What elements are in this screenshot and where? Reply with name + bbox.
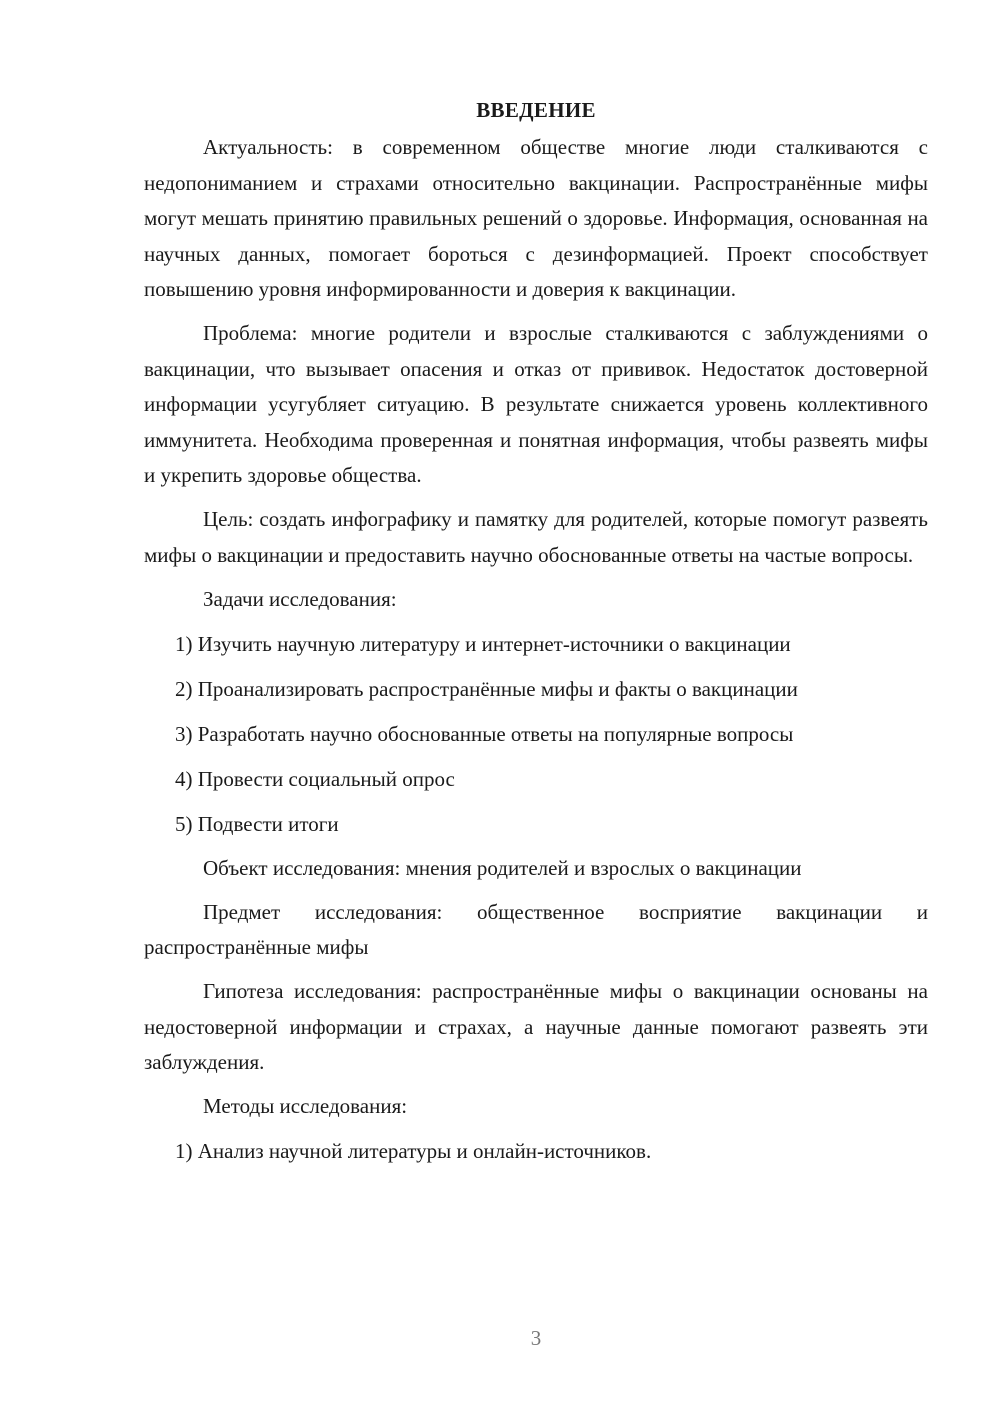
tasks-heading: Задачи исследования:: [203, 586, 397, 611]
task-item-5: 5) Подвести итоги: [175, 811, 339, 836]
task-item-4: 4) Провести социальный опрос: [175, 766, 455, 791]
page-content: [144, 92, 928, 1170]
task-item-3: 3) Разработать научно обоснованные ответы на популярные вопросы: [175, 721, 794, 746]
methods-heading: Методы исследования:: [203, 1094, 408, 1118]
task-item-1: 1) Изучить научную литературу и интернет-источники о вакцинации: [175, 631, 791, 656]
page-title: ВВЕДЕНИЕ: [476, 98, 596, 122]
relevance-paragraph: Актуальность: в современном обществе многие люди сталкиваются с недопониманием и страхами относительно вакцинации. Распространённые мифы могут мешать принятию правильных решений о здоровье. Информация, основанная на научных данных, помогает бороться с дезинформацией. Проект способствует повышению уровня информированности и доверия к вакцинации.: [144, 135, 928, 301]
task-item-2: 2) Проанализировать распространённые мифы и факты о вакцинации: [175, 676, 798, 701]
object-paragraph: Объект исследования: мнения родителей и взрослых о вакцинации: [203, 855, 802, 880]
hypothesis-paragraph: Гипотеза исследования: распространённые мифы о вакцинации основаны на недостоверной информации и страхах, а научные данные помогают развеять эти заблуждения.: [144, 979, 928, 1074]
page-number: 3: [530, 1326, 542, 1350]
goal-paragraph: Цель: создать инфографику и памятку для родителей, которые помогут развеять мифы о вакцинации и предоставить научно обоснованные ответы на частые вопросы.: [144, 507, 928, 567]
method-item-1: 1) Анализ научной литературы и онлайн-источников.: [175, 1139, 652, 1163]
subject-paragraph: Предмет исследования: общественное восприятие вакцинации и распространённые мифы: [144, 899, 928, 959]
problem-paragraph: Проблема: многие родители и взрослые сталкиваются с заблуждениями о вакцинации, что вызывает опасения и отказ от прививок. Недостаток достоверной информации усугубляет ситуацию. В результате снижается уровень коллективного иммунитета. Необходима проверенная и понятная информация, чтобы развеять мифы и укрепить здоровье общества.: [144, 321, 928, 487]
